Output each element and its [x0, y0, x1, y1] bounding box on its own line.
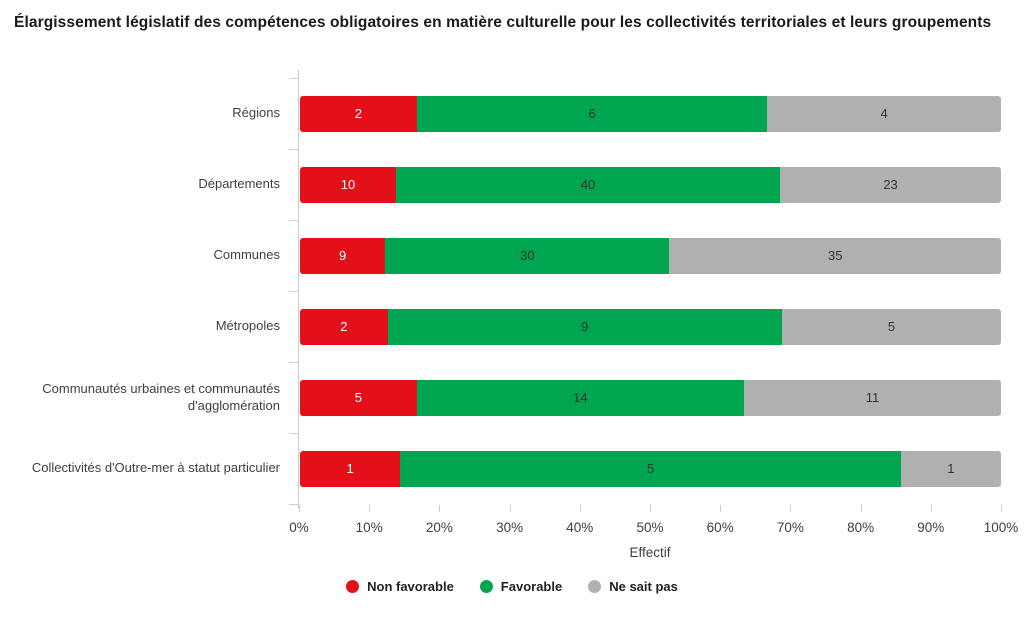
x-axis-tick	[861, 505, 862, 512]
bar-segment-non-favorable: 2	[300, 96, 417, 132]
x-axis-tick-label: 50%	[636, 520, 664, 535]
bar-segment-favorable: 14	[417, 380, 744, 416]
x-axis-tick-label: 70%	[776, 520, 804, 535]
category-label: Départements	[198, 176, 280, 192]
chart-title: Élargissement législatif des compétences obligatoires en matière culturelle pour les collectivités territoriales et leurs groupements	[14, 14, 992, 31]
category-label: Communes	[213, 247, 280, 263]
x-axis-tick-label: 40%	[566, 520, 594, 535]
x-axis-tick	[720, 505, 721, 512]
stacked-bar	[300, 451, 1001, 487]
category-label: Collectivités d'Outre-mer à statut particulier	[31, 460, 280, 476]
legend-item-favorable	[480, 579, 562, 594]
y-axis-tick	[289, 149, 298, 150]
legend-item-non-favorable	[346, 579, 454, 594]
bar-row-communautes-urbaines-et-communautes-d-agglomeration	[0, 362, 1024, 433]
y-axis-line	[298, 70, 299, 508]
legend-dot-non-favorable	[346, 580, 359, 593]
y-axis-tick	[289, 291, 298, 292]
legend-label: Non favorable	[367, 579, 454, 594]
bar-rows-container	[0, 78, 1024, 504]
bar-segment-ne-sait-pas: 5	[782, 309, 1001, 345]
stacked-bar	[300, 309, 1001, 345]
y-axis-tick	[289, 433, 298, 434]
bar-segment-favorable: 40	[396, 167, 780, 203]
category-label: Régions	[232, 105, 280, 121]
x-axis-tick-label: 100%	[983, 520, 1019, 535]
legend	[0, 579, 1024, 594]
legend-label: Favorable	[500, 579, 563, 594]
bar-segment-ne-sait-pas: 11	[744, 380, 1001, 416]
x-axis-tick-label: 80%	[847, 520, 875, 535]
bar-segment-favorable: 30	[385, 238, 669, 274]
y-axis-tick	[289, 78, 298, 79]
x-axis-tick-label: 60%	[706, 520, 734, 535]
bar-segment-non-favorable: 1	[300, 451, 400, 487]
bar-segment-favorable: 6	[417, 96, 768, 132]
legend-label: Ne sait pas	[609, 579, 678, 594]
x-axis-tick	[369, 505, 370, 512]
bar-row-collectivites-d-outre-mer-a-statut-particulier	[0, 433, 1024, 504]
bar-segment-non-favorable: 2	[300, 309, 388, 345]
bar-segment-ne-sait-pas: 1	[901, 451, 1001, 487]
legend-dot-ne-sait-pas	[588, 580, 601, 593]
bar-segment-favorable: 5	[400, 451, 901, 487]
bar-segment-ne-sait-pas: 35	[669, 238, 1001, 274]
category-label: Métropoles	[215, 318, 280, 334]
bar-segment-ne-sait-pas: 4	[767, 96, 1001, 132]
x-axis-tick	[299, 505, 300, 512]
bar-row-metropoles	[0, 291, 1024, 362]
x-axis-tick	[510, 505, 511, 512]
bar-segment-non-favorable: 10	[300, 167, 396, 203]
y-axis-tick	[289, 220, 298, 221]
bar-segment-non-favorable: 5	[300, 380, 417, 416]
x-axis-tick	[1001, 505, 1002, 512]
y-axis-tick	[289, 504, 298, 505]
stacked-bar	[300, 96, 1001, 132]
x-axis-title: Effectif	[629, 545, 671, 560]
x-axis-tick-label: 90%	[917, 520, 945, 535]
category-label: Communautés urbaines et communautés d'agglomération	[42, 380, 280, 413]
x-axis-tick	[931, 505, 932, 512]
bar-segment-favorable: 9	[388, 309, 782, 345]
x-axis-tick-label: 0%	[289, 520, 309, 535]
legend-dot-favorable	[480, 580, 493, 593]
x-axis-tick-label: 10%	[355, 520, 383, 535]
x-axis-tick-label: 20%	[425, 520, 453, 535]
y-axis-tick	[289, 362, 298, 363]
bar-row-departements	[0, 149, 1024, 220]
stacked-bar	[300, 380, 1001, 416]
x-axis-tick	[650, 505, 651, 512]
x-axis-tick	[439, 505, 440, 512]
x-axis-tick-label: 30%	[496, 520, 524, 535]
x-axis-tick	[790, 505, 791, 512]
bar-segment-non-favorable: 9	[300, 238, 385, 274]
bar-row-communes	[0, 220, 1024, 291]
stacked-bar	[300, 167, 1001, 203]
bar-segment-ne-sait-pas: 23	[780, 167, 1001, 203]
bar-row-regions	[0, 78, 1024, 149]
x-axis-tick	[580, 505, 581, 512]
stacked-bar	[300, 238, 1001, 274]
legend-item-ne-sait-pas	[588, 579, 678, 594]
